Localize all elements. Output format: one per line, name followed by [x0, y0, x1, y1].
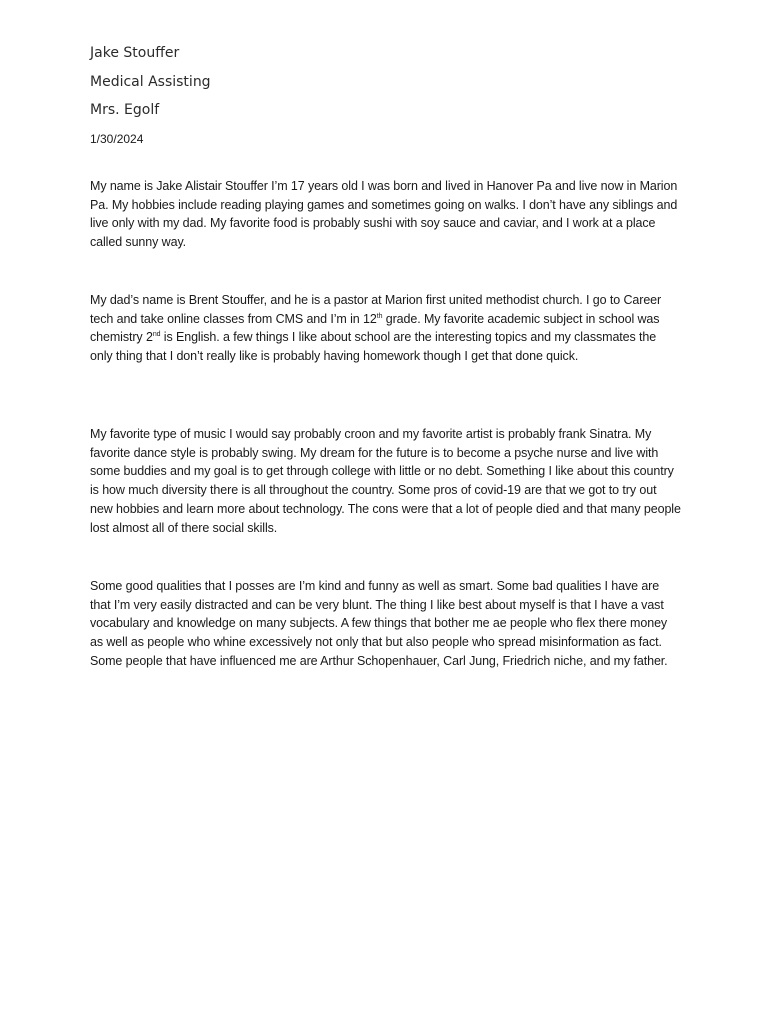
paragraph-qualities-influences: Some good qualities that I posses are I’m kind and funny as well as smart. Some bad qualities I have are that I’m very easily distracted and can be very blunt. The thing I like best about myself is that I have a vast vocabulary and knowledge on many subjects. A few things that bother me ae people who flex there money as well as people who whine excessively not only that but also people who spread misinformation as fact. Some people that have influenced me are Arthur Schopenhauer, Carl Jung, Friedrich niche, and my father. [90, 579, 668, 668]
course-name: Medical Assisting [90, 74, 211, 90]
paragraph-text: grade. My favorite academic subject in school was chemistry 2 [90, 311, 660, 345]
superscript-ordinal: nd [152, 331, 161, 339]
document-date: 1/30/2024 [90, 132, 144, 146]
teacher-name: Mrs. Egolf [90, 102, 160, 118]
paragraph-introduction: My name is Jake Alistair Stouffer I’m 17 years old I was born and lived in Hanover Pa and live now in Marion Pa. My hobbies include reading playing games and sometimes going on walks. I don’t have any siblings and live only with my dad. My favorite food is probably sushi with soy sauce and caviar, and I work at a place called sunny way. [90, 179, 678, 250]
superscript-ordinal: th [376, 312, 383, 320]
paragraph-interests-goals: My favorite type of music I would say probably croon and my favorite artist is probably frank Sinatra. My favorite dance style is probably swing. My dream for the future is to become a psyche nurse and live with some buddies and my goal is to get through college with little or no debt. Something I like about this country is how much diversity there is all throughout the country. Some pros of covid-19 are that we got to try out new hobbies and learn more about technology. The cons were that a lot of people died and that many people lost almost all of there social skills. [90, 427, 681, 535]
paragraph-family-school [90, 291, 682, 366]
author-name: Jake Stouffer [90, 45, 180, 61]
paragraph-text: My dad’s name is Brent Stouffer, and he is a pastor at Marion first united methodist church. I go to Career tech and take online classes from CMS and I’m in 12 [90, 293, 662, 326]
paragraph-text: is English. a few things I like about school are the interesting topics and my classmates the only thing that I don’t really like is probably having homework though I get that done quick. [90, 330, 657, 364]
